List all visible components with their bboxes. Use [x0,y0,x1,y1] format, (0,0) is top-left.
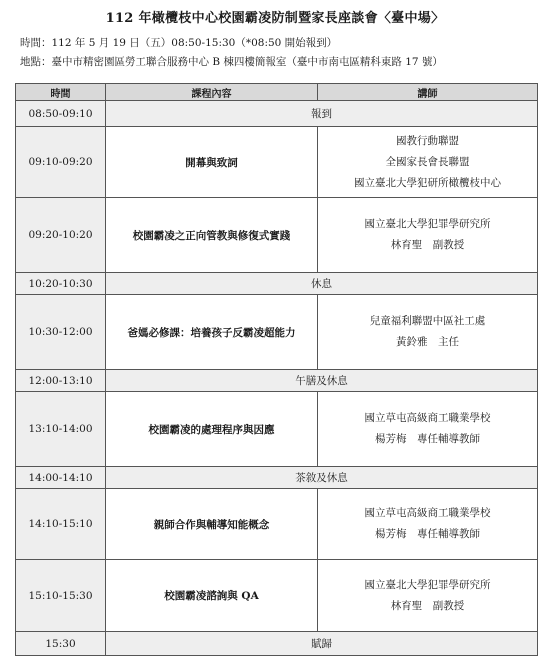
row-topic: 校園霸凌之正向管教與修復式實踐 [106,198,318,273]
row-break: 午膳及休息 [106,370,538,392]
row-speakers [318,198,538,273]
row-time: 09:10-09:20 [16,127,106,198]
table-row [16,273,538,295]
row-topic: 親師合作與輔導知能概念 [106,489,318,560]
speaker-line: 黃鈴雅 主任 [396,336,459,348]
row-speakers [318,127,538,198]
row-speakers [318,560,538,632]
row-topic: 爸媽必修課：培養孩子反霸凌超能力 [106,295,318,370]
row-break: 報到 [106,101,538,127]
table-row [16,392,538,467]
speaker-line: 國立草屯高級商工職業學校 [364,507,491,519]
header-course: 課程內容 [106,84,318,101]
table-row [16,632,538,656]
row-speakers [318,489,538,560]
schedule-table [15,83,538,656]
speaker-line: 林育聖 副教授 [390,239,465,251]
row-break: 茶敘及休息 [106,467,538,489]
document-title: 112 年橄欖枝中心校園霸凌防制暨家長座談會〈臺中場〉 [105,11,445,26]
row-topic: 開幕與致詞 [106,127,318,198]
speaker-line: 林育聖 副教授 [390,599,465,612]
row-topic: 校園霸凌諮詢與 QA [106,560,318,632]
row-break: 賦歸 [106,632,538,656]
row-speakers [318,295,538,370]
table-row [16,489,538,560]
table-row [16,101,538,127]
row-break: 休息 [106,273,538,295]
table-row [16,467,538,489]
row-time: 08:50-09:10 [16,101,106,127]
row-time: 14:10-15:10 [16,489,106,560]
row-time: 10:30-12:00 [16,295,106,370]
speaker-line: 國教行動聯盟 [396,134,459,147]
speaker-line: 兒童福利聯盟中區社工處 [369,315,486,327]
header-time: 時間 [16,84,106,101]
table-row [16,560,538,632]
speaker-line: 國立草屯高級商工職業學校 [364,412,491,424]
header-speaker: 講師 [318,84,538,101]
speaker-line: 全國家長會長聯盟 [385,155,470,168]
speaker-line: 國立臺北大學犯研所橄欖枝中心 [354,176,501,189]
header-row [16,84,538,101]
table-row [16,295,538,370]
event-location: 地點：臺中市精密園區勞工聯合服務中心 B 棟四樓簡報室（臺中市南屯區精科東路 17 號） [20,56,443,68]
row-time: 15:30 [16,632,106,656]
row-topic: 校園霸凌的處理程序與因應 [106,392,318,467]
table-row [16,198,538,273]
speaker-line: 楊芳梅 專任輔導教師 [375,433,480,445]
row-time: 14:00-14:10 [16,467,106,489]
table-row [16,127,538,198]
speaker-line: 楊芳梅 專任輔導教師 [375,528,480,540]
row-time: 13:10-14:00 [16,392,106,467]
row-time: 09:20-10:20 [16,198,106,273]
row-time: 10:20-10:30 [16,273,106,295]
row-time: 15:10-15:30 [16,560,106,632]
row-time: 12:00-13:10 [16,370,106,392]
speaker-line: 國立臺北大學犯罪學研究所 [364,578,491,591]
event-time: 時間：112 年 5 月 19 日（五）08:50-15:30（*08:50 開始報到） [20,37,338,49]
speaker-line: 國立臺北大學犯罪學研究所 [364,218,491,230]
table-row [16,370,538,392]
row-speakers [318,392,538,467]
